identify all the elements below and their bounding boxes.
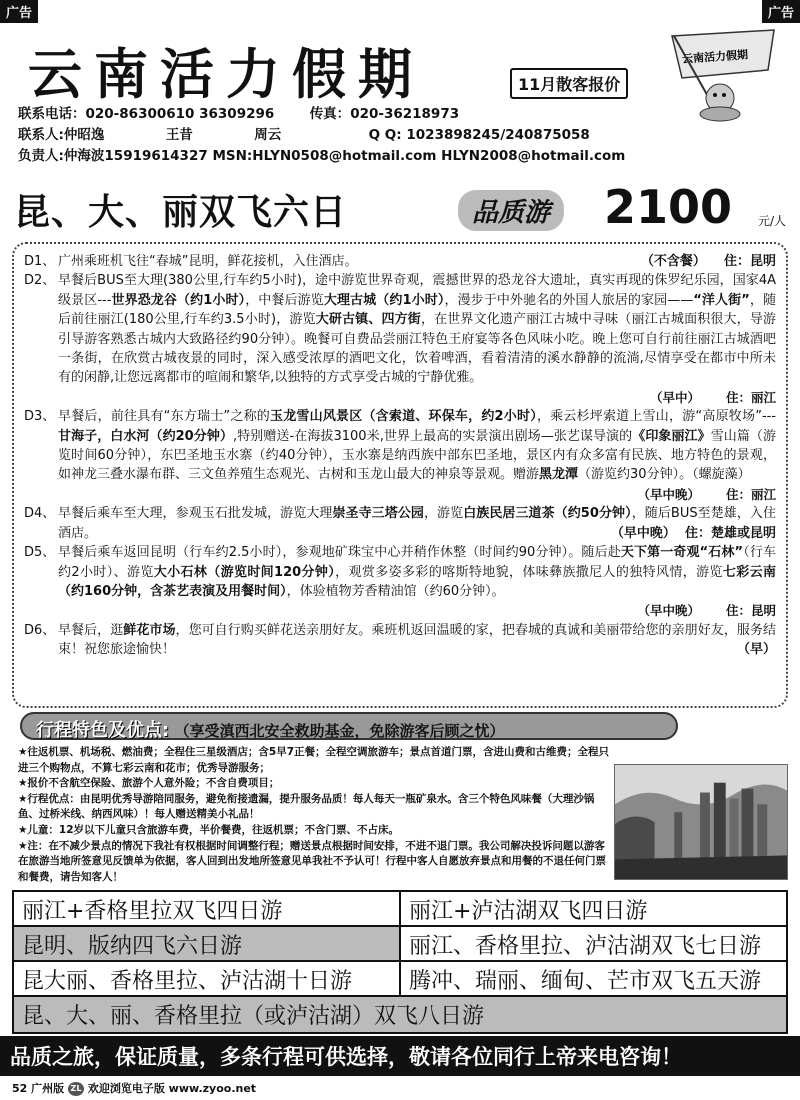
manager-label: 负责人: [18,148,64,164]
day-highlight: 大研古镇、四方街 [315,312,421,328]
day-highlight: 鲜花市场 [123,622,176,638]
day-2 [24,271,776,407]
routes-row [14,892,786,927]
day-label: D5、 [24,545,56,561]
day-text: ，漫步于中外驰名的外国人旅居的家园—— [444,292,694,308]
feature-item: ★往返机票、机场税、燃油费；全程住三星级酒店；含5早7正餐；全程空调旅游车；景点首道门票，含进山费和古维费；全程只进三个购物点，不算七彩云南和花市；优秀导游服务； [18,746,610,774]
routes-table [12,890,788,1034]
page-number: 52 [12,1082,28,1095]
day-highlight: “洋人街” [693,292,750,308]
features-subtitle: （享受滇西北安全救助基金，免除游客后顾之忧） [174,722,505,740]
day-text: 早餐后，前往具有“东方瑞士”之称的 [58,409,271,425]
quality-badge: 品质游 [458,190,564,231]
day-text: （行车约2小时）、游览 [58,545,776,580]
day-6 [24,621,776,660]
day-highlight: 崇圣寺三塔公园 [332,506,424,522]
day-text: 早餐后乘车至大理，参观玉石批发城，游览大理 [58,506,333,522]
day-text: ，您可自行购买鲜花送亲朋好友。乘班机返回温暖的家，把春城的真诚和美丽带给您的亲朋好友，服务结束！祝您旅途愉快！ [58,622,776,658]
day-meals: （早） [736,642,776,658]
features-header [20,712,678,740]
contact-person-2: 王昔 [165,127,193,143]
feature-item: ★儿童：12岁以下儿童只含旅游车费，半价餐费，往返机票；不含门票、不占床。 [18,823,400,836]
day-label: D2、 [24,273,56,289]
day-text: 早餐后BUS至大理(380公里,行车约5小时)，途中游览世界奇观，震撼世界的恐龙谷大遗址，真实再现的侏罗纪乐园，国家4A级景区--- [58,273,776,308]
day-label: D6、 [24,622,56,638]
day-highlight: 七彩云南（约160分钟，含茶艺表演及用餐时间） [58,564,776,599]
tour-price: 2100 [604,180,733,234]
day-highlight: 天下第一奇观“石林” [620,545,744,561]
day-text: ，随后前往丽江(180公里,行车约3.5小时)，游览 [58,292,776,328]
day-text: ，中餐后游览 [245,292,324,308]
day-text: 广州乘班机飞往“春城”昆明，鲜花接机，入住酒店。 [58,254,358,269]
day-text: （游览约30分钟）。（螺旋藻） [578,467,751,483]
day-text: 早餐后，逛 [58,622,124,638]
contact-person-3: 周云 [254,127,282,143]
day-label: D1、 [24,254,56,269]
day-stay: 住：昆明 [725,603,776,619]
mascot-flag-text: 云南活力假期 [681,48,749,66]
day-text: ，游览 [423,506,464,522]
day-stay: 住：昆明 [723,254,776,269]
routes-row [14,962,786,997]
feature-item: ★行程优点：由昆明优秀导游陪同服务，避免衔接遗漏，提升服务品质！每人每天一瓶矿泉水。含三个特色风味餐（大理沙锅鱼、过桥米线、纳西风味）！每人赠送精美小礼品！ [18,792,595,821]
day-highlight: 玉龙雪山风景区（含索道、环保车，约2小时） [270,409,537,425]
day-meals: （早中晚） [610,525,676,541]
header [0,20,800,106]
day-text: ，随后BUS至楚雄，入住酒店。 [58,506,776,541]
day-highlight: 世界恐龙谷（约1小时） [111,292,246,308]
day-label: D4、 [24,506,56,522]
day-stay: 住：丽江 [725,486,776,502]
feature-item: ★报价不含航空保险、旅游个人意外险；不含自费项目； [18,777,280,790]
day-highlight: 白族民居三道茶（约50分钟） [463,506,632,522]
day-4 [24,504,776,543]
day-text: ，观赏多姿多彩的喀斯特地貌，体味彝族撒尼人的独特风情，游览 [335,564,723,580]
qq-label: Q Q: [368,127,402,143]
fax-label: 传真： [309,106,351,122]
day-meals: （不含餐） [640,254,706,269]
day-text: 雪山篇（游览时间60分钟），东巴圣地玉水寨（约40分钟），玉水寨是纳西族中部东巴圣地，景区内有众多富有民族、地方特色的景观，如神龙三叠水瀑布群、三文鱼养殖生态观光、古树和玉龙山最大的神泉等景观。赠游 [58,428,776,483]
features-list [18,745,614,885]
price-unit: 元/人 [758,214,787,228]
routes-row [14,997,786,1032]
route-item[interactable]: 昆明、版纳四飞六日游 [14,927,399,960]
msn-label: MSN: [212,148,253,164]
route-item[interactable]: 昆大丽、香格里拉、泸沽湖十日游 [14,962,399,995]
footer [12,1080,256,1096]
day-highlight: 大小石林（游览时间120分钟） [153,564,336,580]
contact-person-1: 仲昭逸 [63,127,105,143]
tour-title-bar [0,178,800,240]
slogan-bar: 品质之旅，保证质量，多条行程可供选择，敬请各位同行上帝来电咨询！ [0,1036,800,1076]
phone-numbers: 020-86300610 36309296 [85,106,275,122]
day-label: D3、 [24,409,56,425]
brand-title: 云南活力假期 [28,42,424,106]
day-3 [24,407,776,504]
magazine-logo-icon: ZL [68,1082,84,1096]
edition-label: 广州版 [31,1082,65,1095]
day-meals: （早中晚） [637,603,700,619]
stone-forest-photo [614,764,788,880]
contact-block [18,104,625,167]
feature-item: ★注：在不减少景点的情况下我社有权根据时间调整行程；赠送景点根据时间安排，不进不退门票。我公司解决投诉问题以游客在旅游当地所签意见反馈单为依据，客人回到出发地所签意见单我社不予认可！行程中客人自愿放弃景点和用餐的不退任何门票和餐费，请告知客人！ [18,839,606,883]
route-item[interactable]: 腾冲、瑞丽、缅甸、芒市双飞五天游 [399,962,786,995]
day-text: ，体验植物芳香精油馆（约60分钟）。 [286,583,505,599]
day-meals: （早中） [649,389,700,405]
day-5 [24,543,776,621]
route-item[interactable]: 丽江+香格里拉双飞四日游 [14,892,399,925]
qq-number: 1023898245/240875058 [406,127,590,143]
ad-label-left: 广告 [0,0,38,23]
day-stay: 住：丽江 [725,389,776,405]
pricing-tag: 11月散客报价 [510,68,628,99]
day-stay: 住：楚雄或昆明 [684,525,776,541]
phone-label: 联系电话： [18,106,86,122]
day-text: ,特别赠送-在海拔3100米,世界上最高的实景演出剧场—张艺谋导演的 [233,428,633,444]
itinerary-box [12,242,788,708]
day-meals: （早中晚） [637,486,700,502]
day-text: ，在世界文化遗产丽江古城中寻味（丽江古城面积很大，导游引导游客熟悉古城内大致路径约90分钟）。晚餐可自费品尝丽江特色王府宴等各色风味小吃。晚上您可自行前往丽江古城酒吧一条街，在欣赏古城夜景的同时，深入感受浓厚的酒吧文化，饮着啤酒，看着清清的溪水静静的流淌,尽情享受在都市中所未有的闲静,让您远离都市的喧闹和繁华,以独特的方式享受古城的宁静优雅。 [58,312,776,386]
route-item[interactable]: 丽江+泸沽湖双飞四日游 [399,892,786,925]
day-highlight: 黑龙潭 [539,467,579,483]
route-item[interactable]: 丽江、香格里拉、泸沽湖双飞七日游 [399,927,786,960]
day-1 [24,252,776,271]
route-item[interactable]: 昆、大、丽、香格里拉（或泸沽湖）双飞八日游 [14,997,786,1032]
manager-contact: 仲海波15919614327 [63,148,208,164]
features-title: 行程特色及优点: [36,720,170,741]
routes-row [14,927,786,962]
tour-name: 昆、大、丽双飞六日 [14,191,348,233]
day-highlight: 甘海子，白水河（约20分钟） [58,428,234,444]
msn-emails[interactable]: HLYN0508@hotmail.com HLYN2008@hotmail.com [252,148,626,164]
day-text: ，乘云杉坪索道上雪山，游“高原牧场”--- [536,409,777,425]
footer-website[interactable]: 欢迎浏览电子版 www.zyoo.net [87,1082,257,1095]
mascot-flag-icon [662,26,780,122]
ad-label-right: 广告 [762,0,800,23]
day-highlight: 大理古城（约1小时） [323,292,445,308]
fax-number: 020-36218973 [350,106,460,122]
day-highlight: 《印象丽江》 [632,428,711,444]
day-text: 早餐后乘车返回昆明（行车约2.5小时），参观地矿珠宝中心并稍作休整（时间约90分钟）。随后赴 [58,545,621,561]
contacts-label: 联系人: [18,127,64,143]
